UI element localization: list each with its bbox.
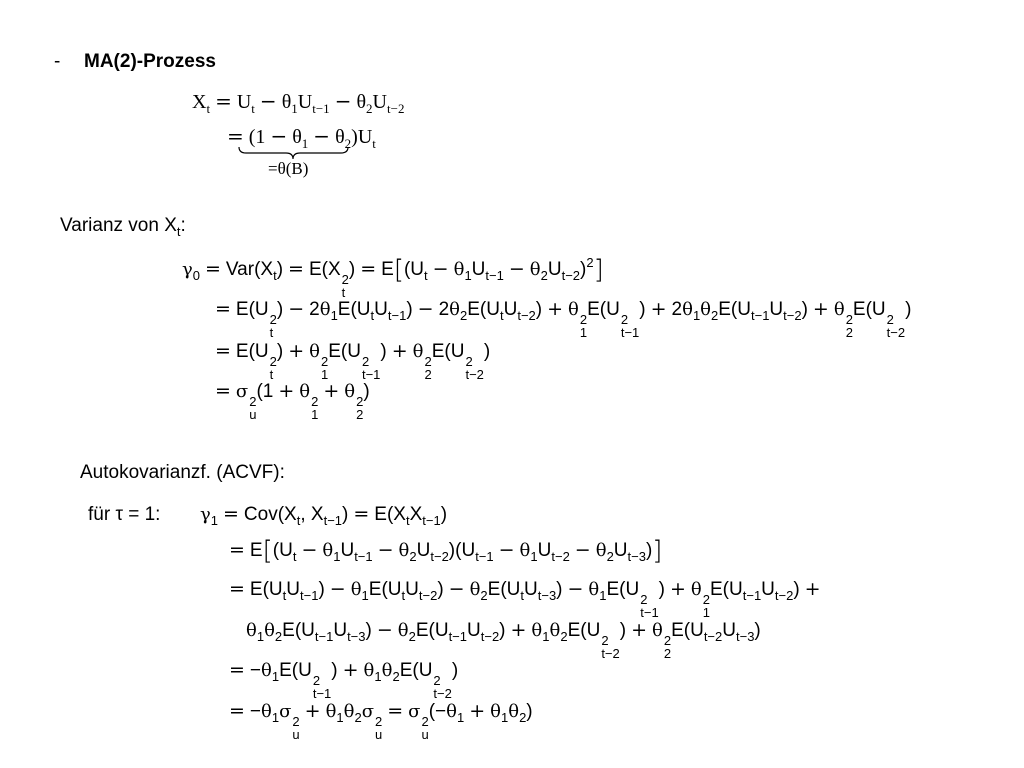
bullet-dash: -: [54, 51, 61, 72]
acvf-eq-3: = $E(U_tU_{t-1}) - \theta_1E(U_tU_{t-2}) - \theta_2E(U_tU_{t-3}) - \theta_1E(U$ 2 t−1 ) + θ 2 1 $E(U_{t-1}U_{t-2})$ +: [229, 578, 821, 620]
acvf-label: Autokovarianzf. (ACVF):: [80, 462, 285, 483]
acvf-eq-5: = $-\theta_1E(U$ 2 t−1 ) + $\theta_1\theta_2E(U$ 2 t−2 ): [229, 659, 459, 701]
section-heading: MA(2)-Prozess: [84, 51, 216, 72]
acvf-eq-4: $\theta_1\theta_2E(U_{t-1}U_{t-3}) - \theta_2E(U_{t-1}U_{t-2}) + \theta_1\theta_2E(U$ 2 t−2 ) + θ 2 2 $E(U_{t-2}U_{t-3})$: [246, 619, 761, 661]
acvf-eq-6: = $-\theta_1\sigma$ 2 u + $\theta_1\theta_2\sigma$ 2 u = σ 2 u $(-\theta_1 + \theta_1\theta_2)$: [229, 700, 533, 742]
variance-eq-2: = E(U 2 t ) − $2\theta_1E(U_tU_{t-1}) - 2\theta_2E(U_tU_{t-2}) + \theta$ 2 1 E(U 2 t−1 ) + $2\theta_1\theta_2E(U_{t-1}U_{t-2}) + \theta$ 2 2 E(U 2 t−2 ): [215, 298, 912, 340]
variance-eq-3: = E(U 2 t ) + θ 2 1 E(U 2 t−1 ) + θ 2 2 E(U 2 t−2 ): [215, 340, 491, 382]
acvf-eq-2: = $E[(U_t - \theta_1U_{t-1} - \theta_2U_{t-2})(U_{t-1} - \theta_1U_{t-2} - \theta_2U_{t-3})]$: [229, 536, 663, 566]
underbrace-label: =θ(B): [268, 159, 309, 178]
variance-eq-1: $\gamma_0 = Var(X_t) = E(X$ 2 t ) = $E[(U_t - \theta_1U_{t-1} - \theta_2U_{t-2})^2]$: [182, 255, 604, 300]
variance-eq-4: = σ 2 u (1 + θ 2 1 + θ 2 2 ): [215, 380, 370, 422]
acvf-eq-1: $\gamma_1 = Cov(X_t$, $X_{t-1}) = E(X_tX_{t-1})$: [200, 503, 448, 528]
ma-definition-line-1: $X_t = U_t - \theta_1U_{t-1} - \theta_2U_{t-2}$: [192, 89, 405, 116]
underbrace: [238, 146, 350, 160]
variance-label: Varianz von $X_t$:: [60, 215, 186, 239]
tau-label: für τ = 1:: [88, 504, 161, 525]
ma-definition-line-2: = $(1 - \theta_1 - \theta_2)U_t$: [227, 124, 376, 151]
